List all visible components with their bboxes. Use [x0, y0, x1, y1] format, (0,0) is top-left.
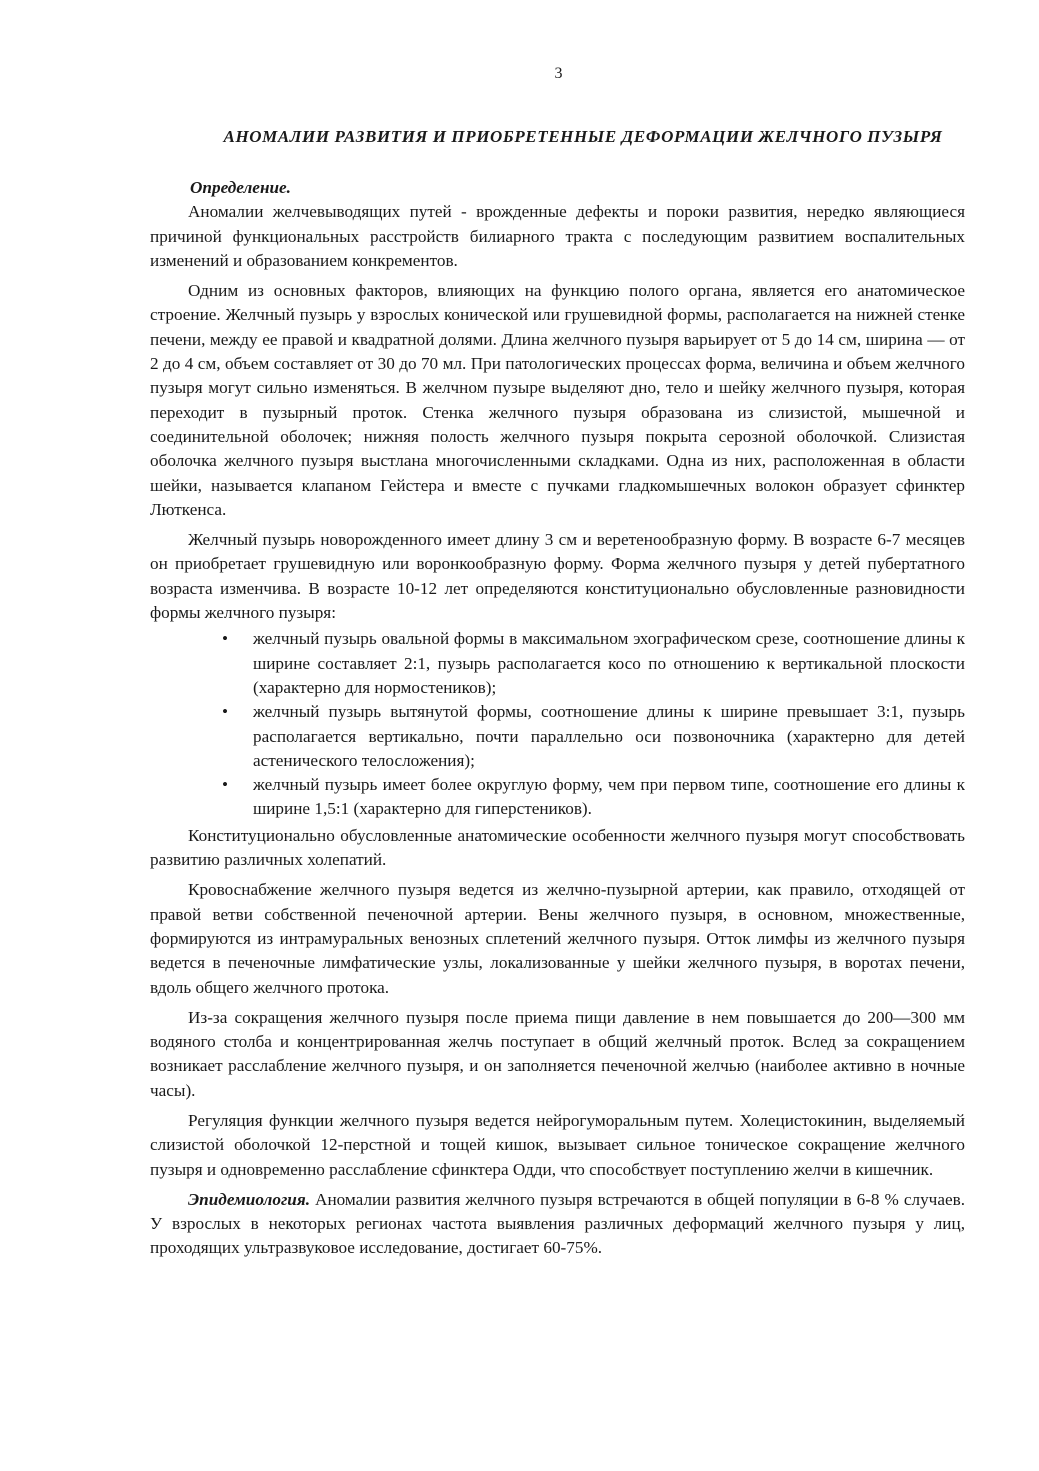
list-item	[150, 773, 965, 822]
list-item-text: желчный пузырь овальной формы в максимальном эхографическом срезе, соотношение длины к ширине составляет 2:1, пузырь располагается косо по отношению к вертикальной плоскости (характерно для нормостеников);	[253, 629, 965, 697]
paragraph-blood-supply: Кровоснабжение желчного пузыря ведется из желчно-пузырной артерии, как правило, отходящей от правой ветви собственной печеночной артерии. Вены желчного пузыря, в основном, множественные, формируются из интрамуральных венозных сплетений желчного пузыря. Отток лимфы из желчного пузыря ведется в печеночные лимфатические узлы, локализованные у шейки желчного пузыря, в воротах печени, вдоль общего желчного протока.	[150, 880, 965, 997]
epidemiology-text: Аномалии развития желчного пузыря встречаются в общей популяции в 6-8 % случаев. У взрослых в некоторых регионах частота выявления различных деформаций желчного пузыря у лиц, проходящих ультразвуковое исследование, достигает 60-75%.	[150, 1189, 965, 1258]
paragraph-regulation: Регуляция функции желчного пузыря ведется нейрогуморальным путем. Холецистокинин, выделяемый слизистой оболочкой 12-перстной и тощей кишок, вызывает сильное тоническое сокращение желчного пузыря и одновременно расслабление сфинктера Одди, что способствует поступлению желчи в кишечник.	[150, 1110, 965, 1179]
document-body	[150, 176, 965, 1267]
list-item-text: желчный пузырь имеет более округлую форму, чем при первом типе, соотношение его длины к ширине 1,5:1 (характерно для гиперстеников).	[253, 775, 965, 819]
bullet-mark: •	[222, 702, 229, 722]
shape-variants-list	[150, 627, 965, 821]
epidemiology-heading: Эпидемиология.	[188, 1189, 310, 1209]
page-title: АНОМАЛИИ РАЗВИТИЯ И ПРИОБРЕТЕННЫЕ ДЕФОРМАЦИИ ЖЕЛЧНОГО ПУЗЫРЯ	[223, 127, 943, 146]
list-item	[150, 627, 965, 700]
paragraph-newborn: Желчный пузырь новорожденного имеет длину 3 см и веретенообразную форму. В возрасте 6-7 месяцев он приобретает грушевидную или воронкообразную форму. Форма желчного пузыря у детей пубертатного возраста изменчива. В возрасте 10-12 лет определяются конституционально обусловленные разновидности формы желчного пузыря:	[150, 530, 965, 623]
definition-heading: Определение.	[190, 178, 291, 197]
paragraph-definition: Аномалии желчевыводящих путей - врожденные дефекты и пороки развития, нередко являющиеся причиной функциональных расстройств билиарного тракта с последующим развитием воспалительных изменений и образованием конкрементов.	[150, 202, 965, 270]
paragraph-constitution: Конституционально обусловленные анатомические особенности желчного пузыря могут способствовать развитию различных холепатий.	[150, 825, 965, 870]
paragraph-anatomy: Одним из основных факторов, влияющих на функцию полого органа, является его анатомическое строение. Желчный пузырь у взрослых конической или грушевидной формы, располагается на нижней стенке печени, между ее правой и квадратной долями. Длина желчного пузыря варьирует от 5 до 14 см, ширина — от 2 до 4 см, объем составляет от 30 до 70 мл. При патологических процессах форма, величина и объем желчного пузыря могут сильно изменяться. В желчном пузыре выделяют дно, тело и шейку желчного пузыря, которая переходит в пузырный проток. Стенка желчного пузыря образована из слизистой, мышечной и соединительной оболочек; нижняя полость желчного пузыря покрыта серозной оболочкой. Слизистая оболочка желчного пузыря выстлана многочисленными складками. Одна из них, расположенная в области шейки, называется клапаном Гейстера и вместе с пучками гладкомышечных волокон образует сфинктер Люткенса.	[150, 281, 965, 519]
paragraph-contraction: Из-за сокращения желчного пузыря после приема пищи давление в нем повышается до 200—300 мм водяного столба и концентрированная желчь поступает в общий желчный проток. Вслед за сокращением возникает расслабление желчного пузыря, и он заполняется печеночной желчью (наиболее активно в ночные часы).	[150, 1007, 965, 1100]
list-item-text: желчный пузырь вытянутой формы, соотношение длины к ширине превышает 3:1, пузырь располагается вертикально, почти параллельно оси позвоночника (характерно для детей астенического телосложения);	[253, 702, 965, 770]
list-item	[150, 700, 965, 773]
paragraph-epidemiology	[150, 1188, 965, 1261]
bullet-mark: •	[222, 629, 229, 649]
page-number: 3	[554, 65, 563, 82]
bullet-mark: •	[222, 775, 229, 795]
